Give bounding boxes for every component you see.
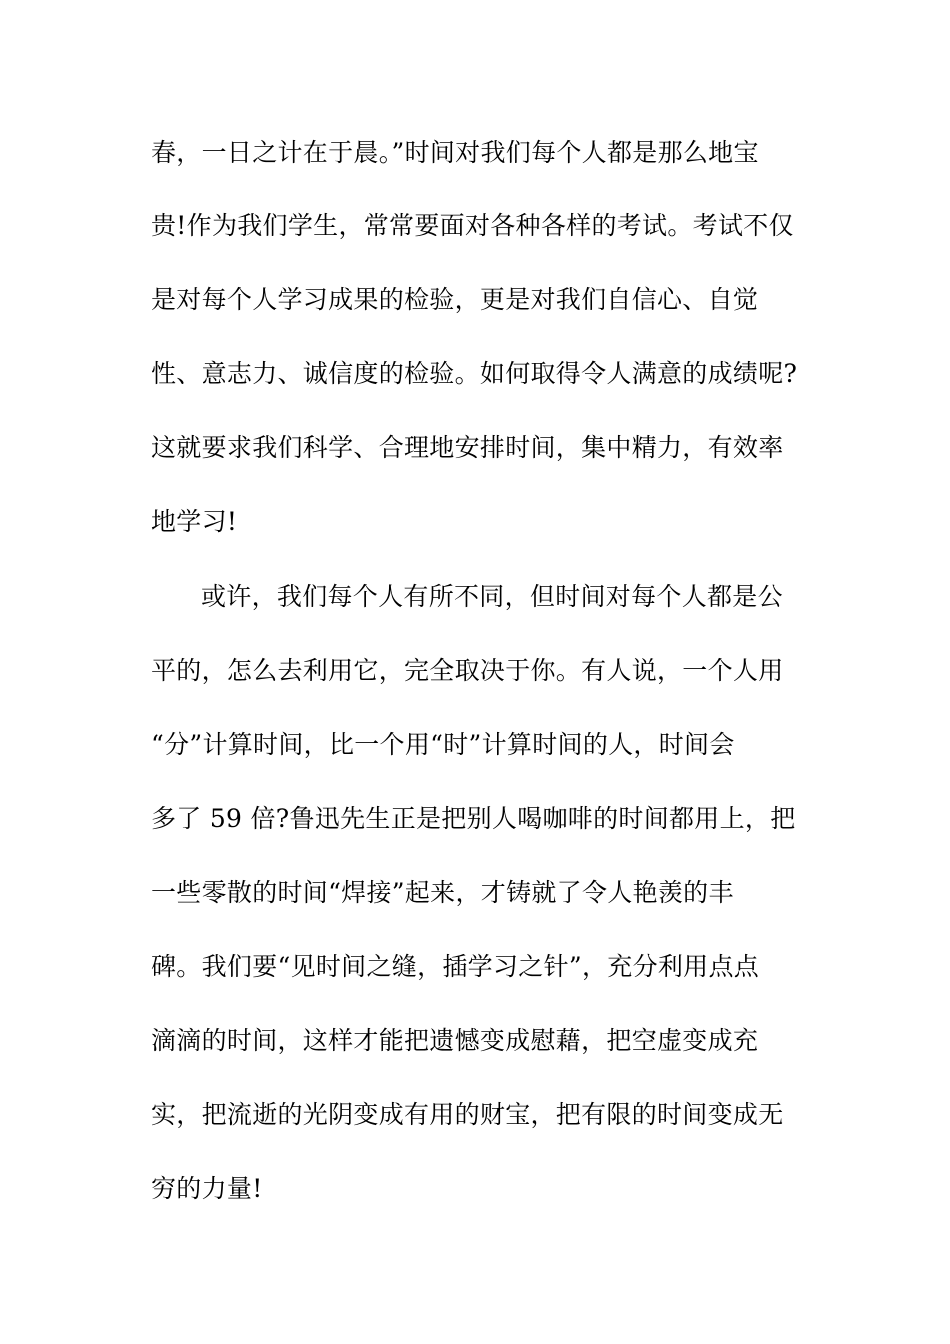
paragraph-start-line: 或许，我们每个人有所不同，但时间对每个人都是公 xyxy=(201,582,783,611)
text-line-2: 贵!作为我们学生，常常要面对各种各样的考试。考试不仅 xyxy=(151,211,794,240)
text-line-13: 滴滴的时间，这样才能把遗憾变成慰藉，把空虚变成充 xyxy=(151,1026,759,1055)
text-line-10: 多了 59 倍?鲁迅先生正是把别人喝咖啡的时间都用上，把 xyxy=(151,804,796,833)
text-line-12: 碑。我们要“见时间之缝，插学习之针”，充分利用点点 xyxy=(151,952,760,981)
text-line-9: “分”计算时间，比一个用“时”计算时间的人，时间会 xyxy=(151,730,735,759)
text-line-4: 性、意志力、诚信度的检验。如何取得令人满意的成绩呢? xyxy=(151,359,798,388)
text-line-1: 春，一日之计在于晨。”时间对我们每个人都是那么地宝 xyxy=(151,138,759,167)
text-line-11: 一些零散的时间“焊接”起来，才铸就了令人艳羡的丰 xyxy=(151,878,734,907)
text-line-6: 地学习! xyxy=(151,507,238,536)
text-line-14: 实，把流逝的光阴变成有用的财宝，把有限的时间变成无 xyxy=(151,1100,784,1129)
text-line-15: 穷的力量! xyxy=(151,1174,263,1203)
text-line-5: 这就要求我们科学、合理地安排时间，集中精力，有效率 xyxy=(151,433,784,462)
text-line-8: 平的，怎么去利用它，完全取决于你。有人说，一个人用 xyxy=(151,656,784,685)
text-line-3: 是对每个人学习成果的检验，更是对我们自信心、自觉 xyxy=(151,285,759,314)
